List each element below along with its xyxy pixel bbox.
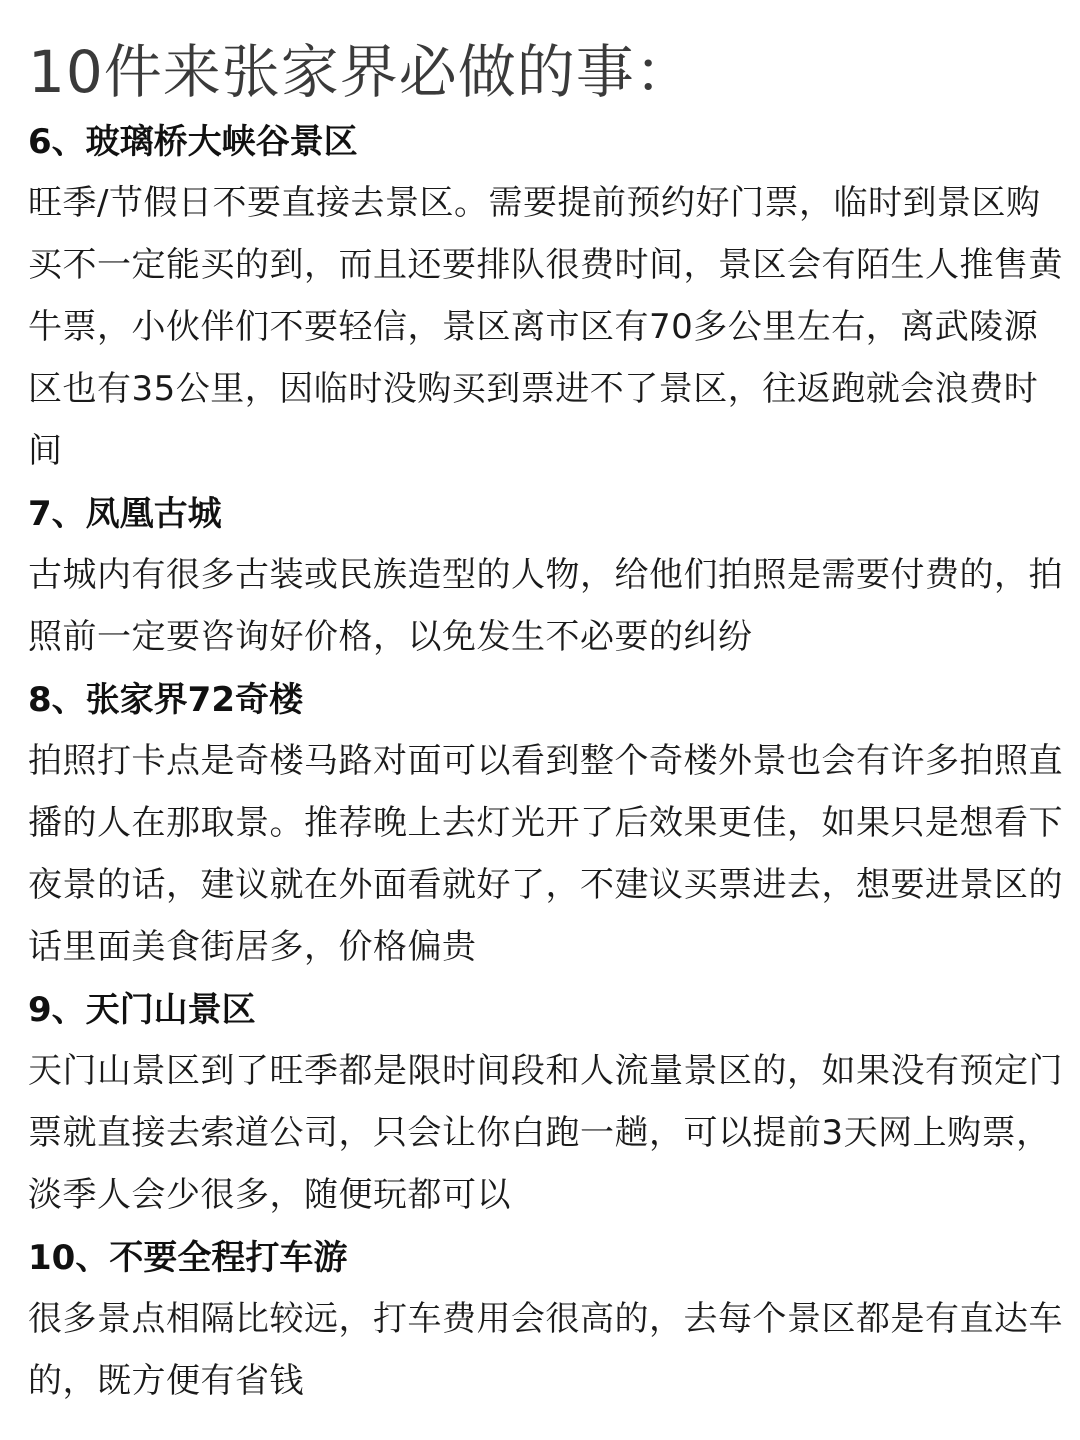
page-title: 10件来张家界必做的事： [28,38,694,106]
section-body: 天门山景区到了旺季都是限时间段和人流量景区的，如果没有预定门票就直接去索道公司，只会让你白跑一趟，可以提前3天网上购票，淡季人会少很多，随便玩都可以 [28,1051,1063,1215]
section-heading: 6、玻璃桥大峡谷景区 [28,122,358,162]
section-body: 古城内有很多古装或民族造型的人物，给他们拍照是需要付费的，拍照前一定要咨询好价格，以免发生不必要的纠纷 [28,555,1063,657]
section-72-qilou [28,670,1068,978]
section-heading: 9、天门山景区 [28,990,256,1030]
section-taxi [28,1228,1068,1412]
section-body: 拍照打卡点是奇楼马路对面可以看到整个奇楼外景也会有许多拍照直播的人在那取景。推荐晚上去灯光开了后效果更佳，如果只是想看下夜景的话，建议就在外面看就好了，不建议买票进去，想要进景区的话里面美食街居多，价格偏贵 [28,741,1063,967]
article [28,32,1068,1414]
section-tianmen [28,980,1068,1226]
section-body: 旺季/节假日不要直接去景区。需要提前预约好门票，临时到景区购买不一定能买的到，而且还要排队很费时间，景区会有陌生人推售黄牛票，小伙伴们不要轻信，景区离市区有70多公里左右，离武陵源区也有35公里，因临时没购买到票进不了景区，往返跑就会浪费时间 [28,183,1063,471]
section-heading: 8、张家界72奇楼 [28,680,303,720]
section-heading: 10、不要全程打车游 [28,1238,348,1278]
section-heading: 7、凤凰古城 [28,494,222,534]
section-glass-bridge [28,112,1068,482]
section-body: 很多景点相隔比较远，打车费用会很高的，去每个景区都是有直达车的，既方便有省钱 [28,1299,1063,1401]
section-fenghuang [28,484,1068,668]
